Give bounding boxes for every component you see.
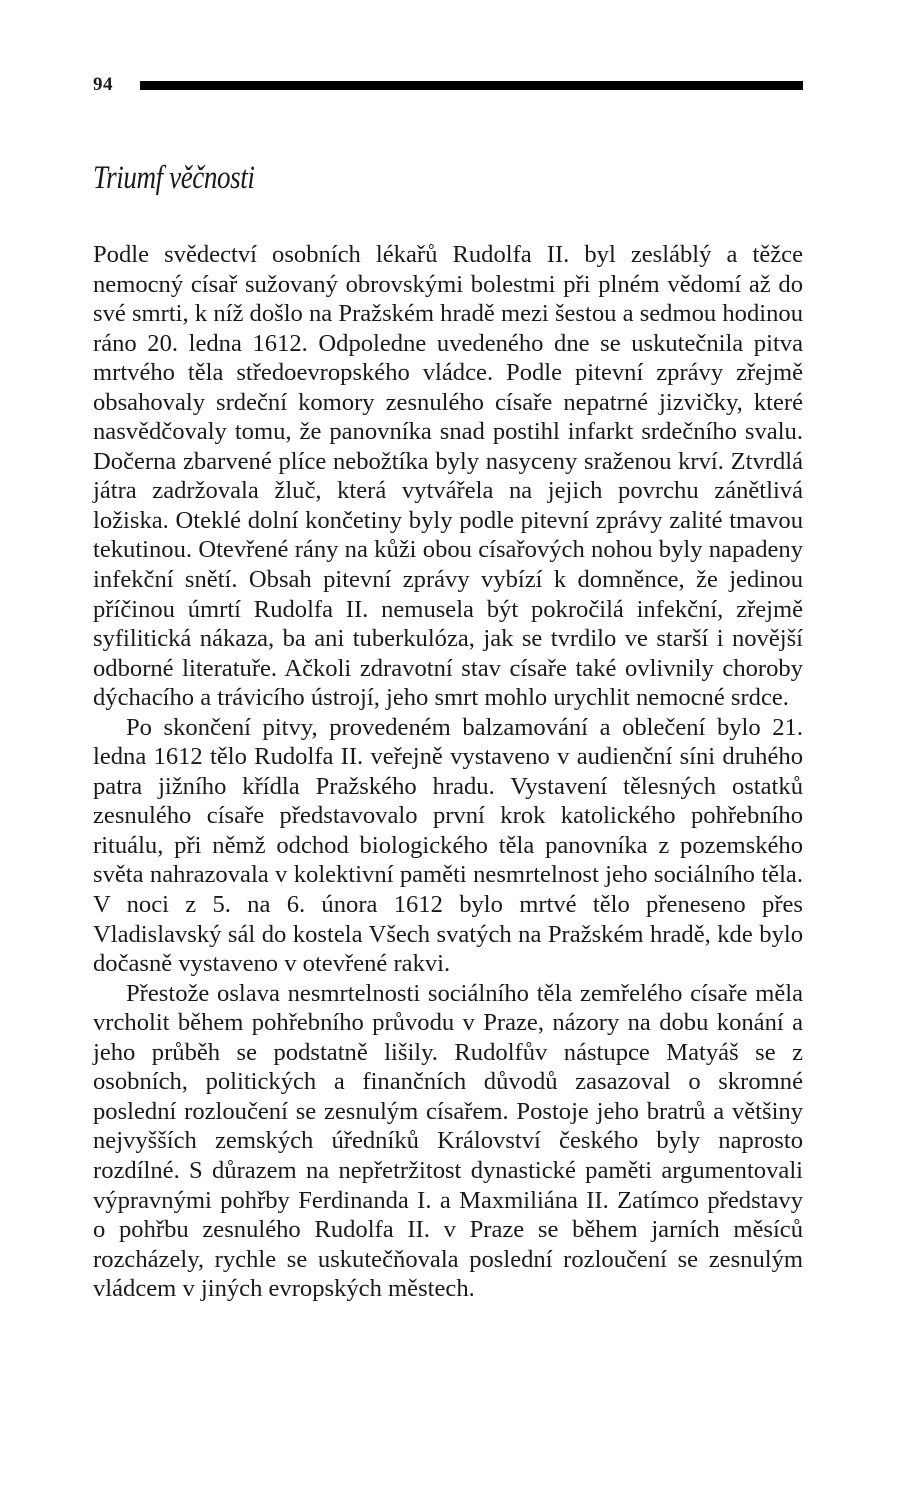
page-number: 94 — [93, 74, 113, 95]
header-rule — [140, 81, 803, 90]
body-text — [93, 240, 803, 1304]
paragraph-1: Podle svědectví osobních lékařů Rudolfa II. byl zesláblý a těžce nemocný císař sužovaný obrovskými bolestmi při plném vědomí až do své smrti, k níž došlo na Pražském hradě mezi šestou a sedmou hodinou ráno 20. ledna 1612. Odpoledne uvedeného dne se uskutečnila pitva mrtvého těla středoevropského vládce. Podle pitevní zprávy zřejmě obsahovaly srdeční komory zesnulého císaře nepatrné jizvičky, které nasvědčovaly tomu, že panovníka snad postihl infarkt srdečního svalu. Dočerna zbarvené plíce nebožtíka byly nasyceny sraženou krví. Ztvrdlá játra zadržovala žluč, která vytvářela na jejich povrchu zánětlivá ložiska. Oteklé dolní končetiny byly podle pitevní zprávy zalité tmavou tekutinou. Otevřené rány na kůži obou císařových nohou byly napadeny infekční snětí. Obsah pitevní zprávy vybízí k domněnce, že jedinou příčinou úmrtí Rudolfa II. nemusela být pokročilá infekční, zřejmě syfilitická nákaza, ba ani tuberkulóza, jak se tvrdilo ve starší i novější odborné literatuře. Ačkoli zdravotní stav císaře také ovlivnily choroby dýchacího a trávicího ústrojí, jeho smrt mohlo urychlit nemocné srdce. — [93, 241, 803, 712]
page-header — [93, 72, 803, 100]
paragraph-2: Po skončení pitvy, provedeném balzamování a oblečení bylo 21. ledna 1612 tělo Rudolfa II. veřejně vystaveno v audienční síni druhého patra jižního křídla Pražského hradu. Vystavení tělesných ostatků zesnulého císaře představovalo první krok katolického pohřebního rituálu, při němž odchod biologického těla panovníka z pozemského světa nahrazovala v kolektivní paměti nesmrtelnost jeho sociálního těla. V noci z 5. na 6. února 1612 bylo mrtvé tělo přeneseno přes Vladislavský sál do kostela Všech svatých na Pražském hradě, kde bylo dočasně vystaveno v otevřené rakvi. — [93, 713, 803, 978]
chapter-title: Triumf věčnosti — [93, 160, 255, 196]
paragraph-3: Přestože oslava nesmrtelnosti sociálního těla zemřelého císaře měla vrcholit během pohřebního průvodu v Praze, názory na dobu konání a jeho průběh se podstatně lišily. Rudolfův nástupce Matyáš se z osobních, politických a finančních důvodů zasazoval o skromné poslední rozloučení se zesnulým císařem. Postoje jeho bratrů a většiny nejvyšších zemských úředníků Království českého byly naprosto rozdílné. S důrazem na nepřetržitost dynastické paměti argumentovali výpravnými pohřby Ferdinanda I. a Maxmiliána II. Zatímco představy o pohřbu zesnulého Rudolfa II. v Praze se během jarních měsíců rozcházely, rychle se uskutečňovala poslední rozloučení se zesnulým vládcem v jiných evropských městech. — [93, 979, 803, 1303]
